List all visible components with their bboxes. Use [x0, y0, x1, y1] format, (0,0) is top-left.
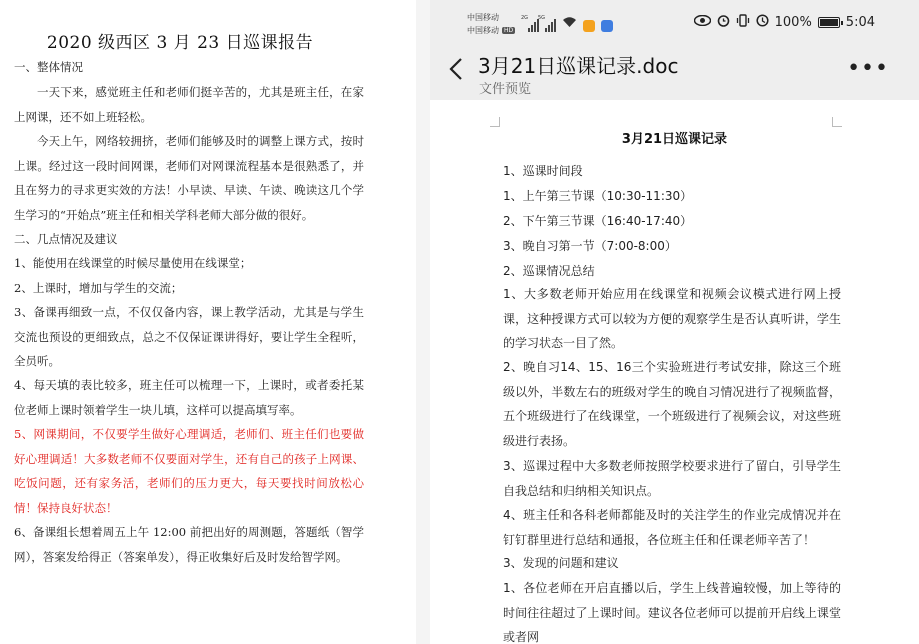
preview-paragraph-l2: 1、上午第三节课（10:30-11:30）: [503, 189, 693, 203]
report-title: 2020 级西区 3 月 23 日巡课报告: [46, 33, 314, 53]
report-paragraph-p2: 今天上午，网络较拥挤，老师们能够及时的调整上课方式，按时上课。经过这一段时间网课，老师们对网课流程基本是很熟悉了，并且在努力的寻求更实效的方法！小早读、早读、午读、晚读这几个学生学习的“开始点”班主任和相关学科老师大部分做的很好。: [14, 134, 364, 222]
report-paragraph-s1: 1、能使用在线课堂的时候尽量使用在线课堂；: [14, 256, 252, 270]
preview-paragraph-l6: 1、大多数老师开始应用在线课堂和视频会议模式进行网上授课，这种授课方式可以较为方便的观察学生是否认真听讲，学生的学习状态一目了然。: [503, 287, 841, 351]
preview-doc-title: 3月21日巡课记录: [621, 132, 728, 147]
power-saving-icon: [756, 14, 769, 31]
report-paragraph-h2: 二、几点情况及建议: [14, 232, 118, 246]
notification-app-icon: [583, 20, 595, 32]
report-paragraph-s3: 3、备课再细致一点，不仅仅备内容，课上教学活动，尤其是与学生交流也预设的更细致点，总之不仅保证课讲得好，要让学生全程听，全员听。: [14, 305, 364, 368]
panel-divider: [416, 0, 430, 644]
clock-time: 5:04: [845, 15, 875, 30]
preview-paragraph-l3: 2、下午第三节课（16:40-17:40）: [503, 214, 693, 228]
status-right: [694, 14, 875, 31]
file-name-title: 3月21日巡课记录.doc: [478, 54, 679, 78]
report-paragraph-s4: 4、每天填的表比较多，班主任可以梳理一下，上课时，或者委托某位老师上课时领着学生一块儿填，这样可以提高填写率。: [14, 378, 364, 417]
vibrate-icon: [736, 14, 750, 31]
preview-paragraph-l8: 3、巡课过程中大多数老师按照学校要求进行了留白，引导学生自我总结和归纳相关知识点。: [503, 459, 841, 498]
left-document-page: [0, 0, 415, 644]
report-paragraph-s5: 5、网课期间，不仅要学生做好心理调适，老师们、班主任们也要做好心理调适！大多数老师不仅要面对学生，还有自己的孩子上网课、吃饭问题，还有家务活，老师们的压力更大，每天要找时间放松心情！保持良好状态！: [14, 427, 364, 515]
report-paragraph-h1: 一、整体情况: [14, 60, 83, 74]
battery-icon: [818, 17, 840, 28]
preview-paragraph-l1: 1、巡课时间段: [503, 164, 583, 178]
signal-icons: [521, 15, 613, 32]
document-preview[interactable]: [430, 100, 919, 644]
more-options-icon[interactable]: •••: [847, 56, 889, 81]
signal-5g-icon: [538, 15, 556, 32]
preview-paragraph-l9: 4、班主任和各科老师都能及时的关注学生的作业完成情况并在钉钉群里进行总结和通报，各位班主任和任课老师辛苦了！: [503, 508, 841, 547]
eye-comfort-icon: [694, 15, 711, 30]
page-corner-mark-right: [832, 117, 842, 127]
wifi-icon: [562, 16, 577, 32]
page-corner-mark-left: [490, 117, 500, 127]
file-preview-header: [430, 42, 919, 100]
back-arrow-icon[interactable]: [444, 54, 468, 84]
report-paragraph-s2: 2、上课时，增加与学生的交流；: [14, 281, 183, 295]
carrier-label-1: 中国移动: [467, 13, 499, 22]
preview-paragraph-l7: 2、晚自习14、15、16三个实验班进行考试安排，除这三个班级以外，半数左右的班级对学生的晚自习情况进行了视频监督，五个班级进行了在线课堂，一个班级进行了视频会议，对这些班级进行表扬。: [503, 360, 841, 449]
hd-badge: HD: [504, 27, 514, 34]
report-paragraph-s6: 6、备课组长想着周五上午 12:00 前把出好的周测题，答题纸（智学网），答案发给得正（答案单发），得正收集好后及时发给智学网。: [14, 525, 364, 564]
alarm-icon: [717, 14, 730, 31]
preview-paragraph-l10: 3、发现的问题和建议: [503, 556, 619, 570]
preview-paragraph-l5: 2、巡课情况总结: [503, 264, 595, 278]
battery-percent: 100%: [774, 15, 812, 30]
net-type-2: 5G: [538, 15, 546, 21]
notification-message-icon: [601, 20, 613, 32]
preview-paragraph-l11: 1、各位老师在开启直播以后，学生上线普遍较慢，加上等待的时间往往超过了上课时间。建议各位老师可以提前开启线上课堂或者网: [503, 581, 841, 644]
status-bar: [430, 0, 919, 42]
file-preview-subtitle: 文件预览: [479, 82, 532, 97]
net-type-1: 2G: [521, 15, 529, 21]
phone-screen: [430, 0, 919, 644]
report-paragraph-p1: 一天下来，感觉班主任和老师们挺辛苦的，尤其是班主任，在家上网课，还不如上班轻松。: [14, 85, 364, 124]
preview-paragraph-l4: 3、晚自习第一节（7:00-8:00）: [503, 239, 677, 253]
carrier-label-2: 中国移动 HD: [467, 26, 514, 35]
